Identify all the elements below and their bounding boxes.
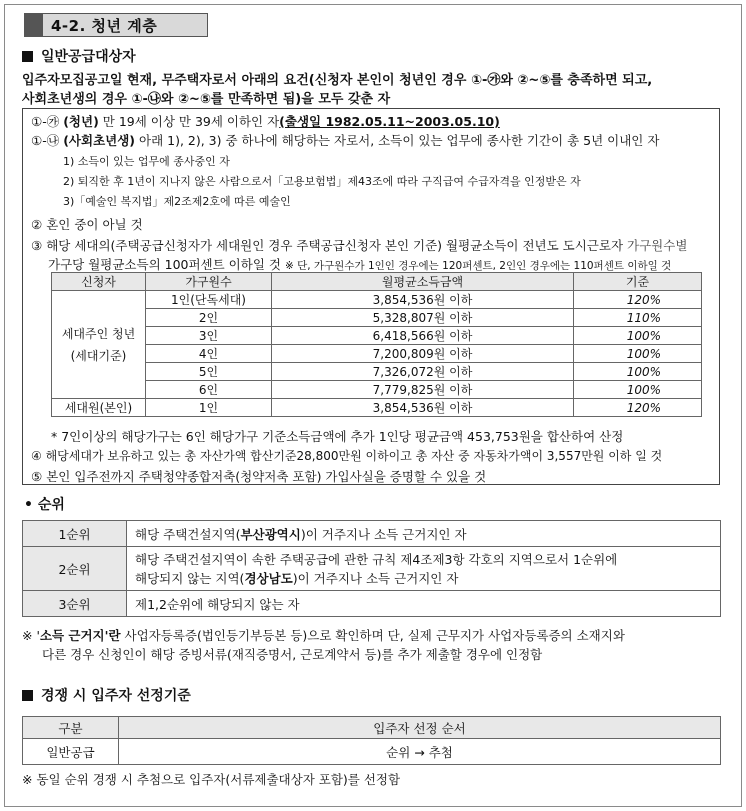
general-heading-text: 일반공급대상자 — [41, 49, 136, 65]
criterion-3-text-2: 가구당 월평균소득의 100퍼센트 이하일 것 — [48, 257, 281, 272]
income-row — [52, 345, 702, 363]
income-header-size: 가구원수 — [146, 273, 272, 291]
rank-2-line-1: 해당 주택건설지역이 속한 주택공급에 관한 규칙 제4조제3항 각호의 지역으로서 1순위에 — [135, 551, 618, 567]
criterion-3-mark: ③ — [31, 238, 43, 253]
rank-desc — [127, 521, 721, 547]
income-row — [52, 381, 702, 399]
criterion-2-text: 혼인 중이 아닐 것 — [46, 217, 143, 232]
criterion-1b — [31, 131, 659, 149]
selection-header-type: 구분 — [23, 717, 119, 739]
rank-label: 2순위 — [23, 547, 127, 591]
criterion-1b-mark: ①-㉯ — [31, 133, 60, 148]
income-size: 1인(단독세대) — [146, 291, 272, 309]
rank-desc — [127, 547, 721, 591]
dot-bullet-icon: • — [24, 497, 38, 513]
rank-1-pre: 해당 주택건설지역( — [135, 526, 241, 542]
criterion-3-line-1 — [31, 236, 687, 254]
criterion-1b-head: (사회초년생) — [63, 133, 136, 148]
income-row — [52, 399, 702, 417]
income-standard: 120% — [574, 291, 702, 309]
section-title-box — [24, 13, 208, 37]
rank-2-line-2 — [135, 569, 712, 588]
rank-1-bold: 부산광역시 — [240, 526, 301, 542]
rank-1-post: )이 거주지나 소득 근거지인 자 — [300, 526, 467, 542]
general-heading — [22, 46, 136, 66]
criterion-1a — [31, 112, 500, 130]
income-row — [52, 309, 702, 327]
rank-heading — [24, 494, 65, 514]
income-standard: 100% — [574, 363, 702, 381]
income-amount: 3,854,536원 이하 — [272, 291, 574, 309]
rank-2-line-2-pre: 해당되지 않는 지역( — [135, 570, 245, 586]
selection-heading — [22, 685, 191, 705]
intro-text — [22, 71, 727, 109]
criterion-3-line-2 — [48, 255, 671, 273]
income-standard: 100% — [574, 327, 702, 345]
income-size: 6인 — [146, 381, 272, 399]
income-group-2-label: 세대원(본인) — [52, 399, 146, 417]
criterion-4-text: 해당세대가 보유하고 있는 총 자산가액 합산기준28,800만원 이하이고 총 자산 중 자동차가액이 3,557만원 이하 일 것 — [45, 449, 663, 463]
criterion-1a-birth: (출생일 1982.05.11~2003.05.10) — [279, 114, 500, 129]
selection-order: 순위 → 추첨 — [119, 739, 721, 765]
income-row — [52, 363, 702, 381]
criterion-5 — [31, 467, 486, 485]
income-table — [51, 272, 702, 417]
income-amount: 7,200,809원 이하 — [272, 345, 574, 363]
square-bullet-icon — [22, 51, 33, 62]
title-bar-accent — [25, 14, 43, 36]
income-header-applicant: 신청자 — [52, 273, 146, 291]
criterion-1b-sub-1: 1) 소득이 있는 업무에 종사중인 자 — [63, 155, 230, 168]
rank-note-line-2: 다른 경우 신청인이 해당 증빙서류(재직증명서, 근로계약서 등)를 추가 제출할 경우에 인정함 — [42, 647, 543, 662]
square-bullet-icon — [22, 690, 33, 701]
rank-desc: 제1,2순위에 해당되지 않는 자 — [127, 591, 721, 617]
criterion-1b-text: 아래 1), 2), 3) 중 하나에 해당하는 자로서, 소득이 있는 업무에 종사한 기간이 총 5년 이내인 자 — [139, 133, 660, 148]
selection-header-row — [23, 717, 721, 739]
criterion-3-note: ※ 단, 가구원수가 1인인 경우에는 120퍼센트, 2인인 경우에는 110퍼센트 이하일 것 — [284, 260, 672, 272]
selection-row — [23, 739, 721, 765]
selection-header-order: 입주자 선정 순서 — [119, 717, 721, 739]
income-size: 1인 — [146, 399, 272, 417]
criterion-3-text-1: 해당 세대의(주택공급신청자가 세대원인 경우 주택공급신청자 본인 기준) 월평균소득이 전년도 도시근로자 — [46, 238, 624, 253]
rank-note-pre: ※ ' — [22, 628, 40, 643]
income-amount: 7,779,825원 이하 — [272, 381, 574, 399]
criterion-5-mark: ⑤ — [31, 469, 43, 484]
income-size: 4인 — [146, 345, 272, 363]
rank-row — [23, 547, 721, 591]
criterion-2 — [31, 215, 143, 233]
income-row — [52, 327, 702, 345]
criterion-1b-sub-2: 2) 퇴직한 후 1년이 지나지 않은 사람으로서「고용보험법」제43조에 따라 구직급여 수급자격을 인정받은 자 — [63, 175, 581, 188]
selection-table — [22, 716, 721, 765]
income-standard: 120% — [574, 399, 702, 417]
income-size: 5인 — [146, 363, 272, 381]
criterion-4-mark: ④ — [31, 449, 42, 463]
income-standard: 110% — [574, 309, 702, 327]
income-amount: 6,418,566원 이하 — [272, 327, 574, 345]
criterion-2-mark: ② — [31, 217, 43, 232]
rank-label: 3순위 — [23, 591, 127, 617]
income-note: * 7인이상의 해당가구는 6인 해당가구 기준소득금액에 추가 1인당 평균금액 453,753원을 합산하여 산정 — [51, 429, 624, 444]
selection-heading-text: 경쟁 시 입주자 선정기준 — [41, 688, 191, 704]
income-size: 3인 — [146, 327, 272, 345]
income-header-standard: 기준 — [574, 273, 702, 291]
income-size: 2인 — [146, 309, 272, 327]
rank-note-line-1 — [22, 626, 728, 645]
rank-table — [22, 520, 721, 617]
income-group-1-label-2: (세대기준) — [70, 348, 127, 363]
income-table-header — [52, 273, 702, 291]
income-row — [52, 291, 702, 309]
rank-2-line-2-bold: 경상남도 — [244, 570, 293, 586]
income-standard: 100% — [574, 381, 702, 399]
criterion-1a-text: 만 19세 이상 만 39세 이하인 자 — [102, 114, 280, 129]
requirements-box — [22, 108, 720, 485]
income-amount: 7,326,072원 이하 — [272, 363, 574, 381]
intro-line-2: 사회초년생의 경우 ①-㉯와 ②~⑤를 만족하면 됨)을 모두 갖춘 자 — [22, 92, 391, 107]
selection-note: ※ 동일 순위 경쟁 시 추첨으로 입주자(서류제출대상자 포함)를 선정함 — [22, 772, 401, 787]
rank-heading-text: 순위 — [37, 497, 65, 513]
rank-label: 1순위 — [23, 521, 127, 547]
rank-note — [22, 626, 728, 664]
income-amount: 5,328,807원 이하 — [272, 309, 574, 327]
criterion-1a-mark: ①-㉮ — [31, 114, 60, 129]
rank-note-text-1: 사업자등록증(법인등기부등본 등)으로 확인하며 단, 실제 근무지가 사업자등록증의 소재지와 — [120, 628, 625, 643]
criterion-4 — [31, 447, 662, 464]
selection-type: 일반공급 — [23, 739, 119, 765]
criterion-3-text-1-gray: 가구원수별 — [627, 238, 688, 253]
criterion-5-text: 본인 입주전까지 주택청약종합저축(청약저축 포함) 가입사실을 증명할 수 있을 것 — [46, 469, 487, 484]
section-title: 4-2. 청년 계층 — [51, 16, 158, 35]
income-header-amount: 월평균소득금액 — [272, 273, 574, 291]
rank-note-bold: 소득 근거지'란 — [39, 628, 121, 643]
rank-2-line-2-post: )이 거주지나 소득 근거지인 자 — [292, 570, 459, 586]
income-amount: 3,854,536원 이하 — [272, 399, 574, 417]
rank-row — [23, 591, 721, 617]
income-standard: 100% — [574, 345, 702, 363]
rank-row — [23, 521, 721, 547]
criterion-1a-head: (청년) — [63, 114, 99, 129]
income-group-1-label-1: 세대주인 청년 — [61, 326, 136, 341]
criterion-1b-sub-3: 3)「예술인 복지법」제2조제2호에 따른 예술인 — [63, 195, 291, 208]
income-group-1-label — [52, 291, 146, 399]
intro-line-1: 입주자모집공고일 현재, 무주택자로서 아래의 요건(신청자 본인이 청년인 경우 ①-㉮와 ②~⑤를 충족하면 되고, — [22, 73, 653, 88]
